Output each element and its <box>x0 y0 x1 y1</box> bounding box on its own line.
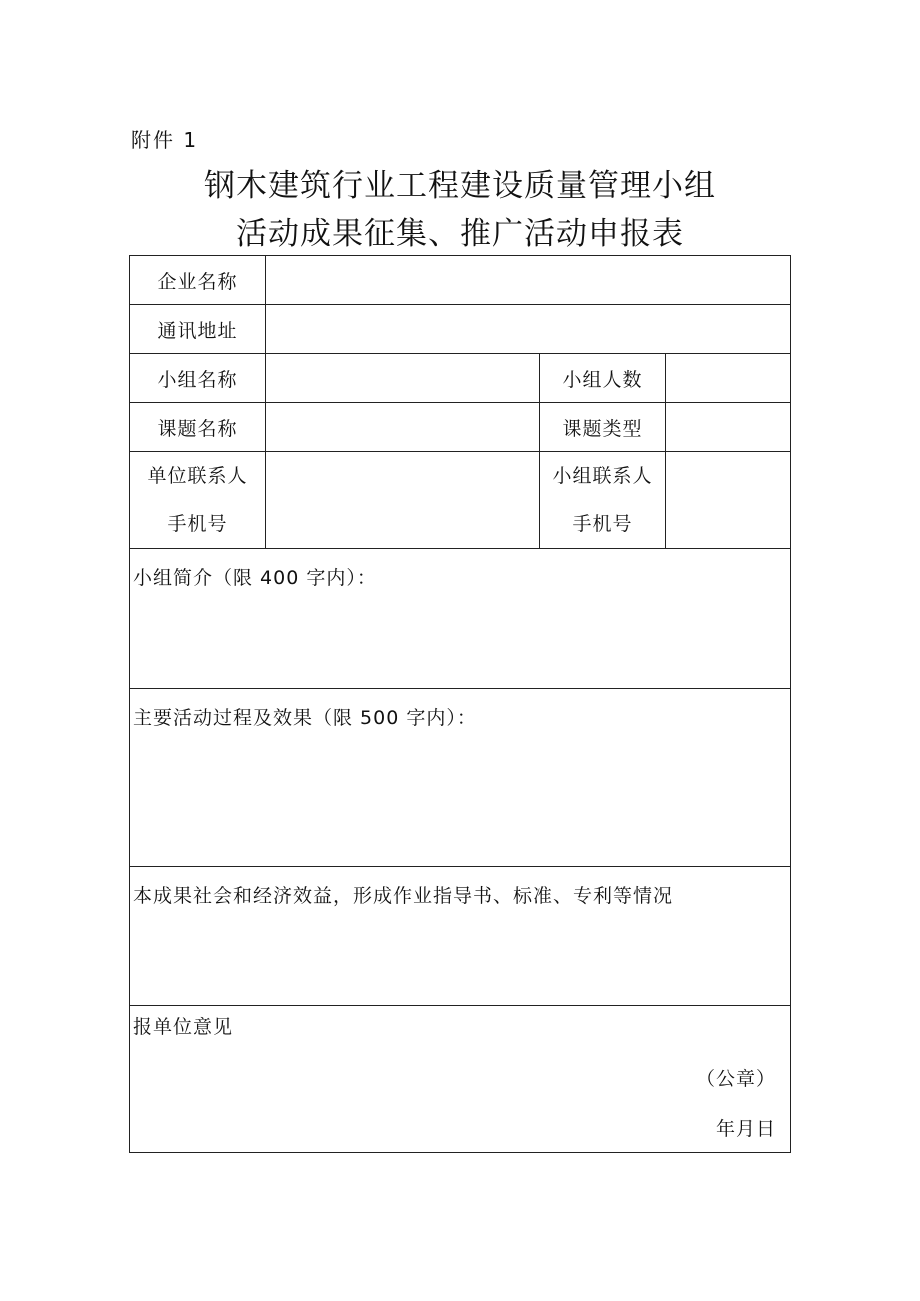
benefits-row <box>130 867 791 1006</box>
topic-type-field[interactable] <box>666 403 791 452</box>
benefits-label: 本成果社会和经济效益，形成作业指导书、标准、专利等情况 <box>133 885 674 907</box>
unit-contact-field[interactable] <box>266 452 540 549</box>
topic-name-label: 课题名称 <box>130 403 266 452</box>
benefits-field[interactable] <box>130 867 791 1006</box>
group-intro-row <box>130 549 791 689</box>
unit-contact-label-line1: 单位联系人 <box>147 465 248 487</box>
company-name-field[interactable] <box>266 256 791 305</box>
group-contact-label-line2: 手机号 <box>572 513 633 535</box>
company-name-label: 企业名称 <box>130 256 266 305</box>
unit-opinion-row <box>130 1006 791 1153</box>
application-form-table <box>129 255 791 1153</box>
contact-row <box>130 452 791 549</box>
company-name-row <box>130 256 791 305</box>
group-size-label: 小组人数 <box>540 354 666 403</box>
date-label: 年月日 <box>716 1118 777 1140</box>
unit-contact-label-line2: 手机号 <box>167 513 228 535</box>
address-field[interactable] <box>266 305 791 354</box>
group-intro-field[interactable] <box>130 549 791 689</box>
group-size-field[interactable] <box>666 354 791 403</box>
group-name-label: 小组名称 <box>130 354 266 403</box>
group-contact-label <box>540 452 666 549</box>
unit-opinion-label: 报单位意见 <box>133 1016 234 1038</box>
topic-name-field[interactable] <box>266 403 540 452</box>
official-seal-label: （公章） <box>696 1068 777 1090</box>
main-activity-field[interactable] <box>130 689 791 867</box>
unit-opinion-field[interactable] <box>130 1006 791 1153</box>
group-name-row <box>130 354 791 403</box>
address-label: 通讯地址 <box>130 305 266 354</box>
topic-row <box>130 403 791 452</box>
form-title-line1: 钢木建筑行业工程建设质量管理小组 <box>204 168 716 204</box>
form-title-line2: 活动成果征集、推广活动申报表 <box>236 216 684 252</box>
unit-contact-label <box>130 452 266 549</box>
group-intro-label: 小组简介（限 400 字内）： <box>133 567 377 589</box>
attachment-label: 附件 1 <box>131 128 199 152</box>
address-row <box>130 305 791 354</box>
main-activity-row <box>130 689 791 867</box>
main-activity-label: 主要活动过程及效果（限 500 字内）： <box>133 707 477 729</box>
group-contact-field[interactable] <box>666 452 791 549</box>
topic-type-label: 课题类型 <box>540 403 666 452</box>
group-name-field[interactable] <box>266 354 540 403</box>
group-contact-label-line1: 小组联系人 <box>552 465 653 487</box>
